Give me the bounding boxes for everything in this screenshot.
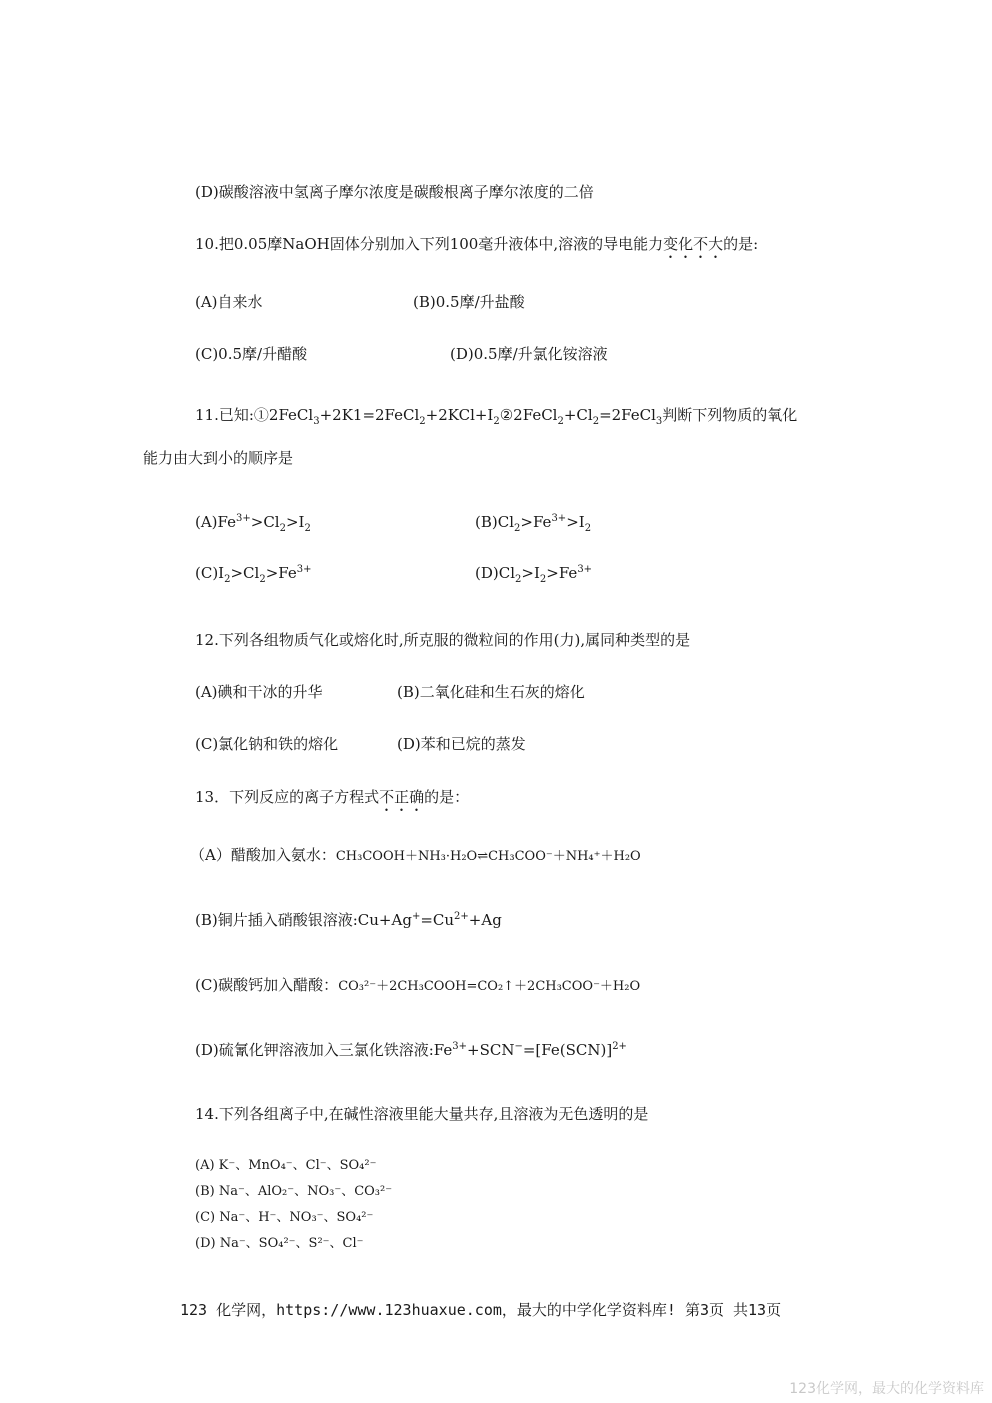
q11-option-b-text: >Fe xyxy=(520,513,552,531)
q11-option-d-text: (D)Cl xyxy=(475,564,516,582)
q13-option-a xyxy=(190,845,641,867)
q10-option-b: (B)0.5摩/升盐酸 xyxy=(413,293,525,311)
q14-option-d: (D) Na⁻、SO₄²⁻、S²⁻、Cl⁻ xyxy=(195,1236,364,1251)
q14-stem: 14.下列各组离子中,在碱性溶液里能大量共存,且溶液为无色透明的是 xyxy=(195,1105,649,1123)
q11-option-b xyxy=(475,512,591,532)
q11-option-a-sup: 3+ xyxy=(236,513,251,524)
q13-option-b-text: (B)铜片插入硝酸银溶液:Cu+Ag xyxy=(195,911,412,929)
q12-stem: 12.下列各组物质气化或熔化时,所克服的微粒间的作用(力),属同种类型的是 xyxy=(195,631,691,649)
q11-option-a-text: (A)Fe xyxy=(195,513,237,531)
q13-option-b-text: +Ag xyxy=(468,911,502,929)
q11-stem-part: +2KCl+I xyxy=(425,406,494,424)
q11-option-a-text: >I xyxy=(285,513,305,531)
q11-option-c-sup: 3+ xyxy=(296,564,312,575)
q10-stem-emphasis: 变化不大 xyxy=(663,235,724,253)
q13-option-d xyxy=(195,1040,627,1060)
q11-stem-part: 判断下列物质的氧化 xyxy=(662,406,798,424)
q10-option-c: (C)0.5摩/升醋酸 xyxy=(195,345,308,363)
q11-option-c-text: (C)I xyxy=(195,564,225,582)
page-footer: 123 化学网，https://www.123huaxue.com，最大的中学化学资料库! 第3页 共13页 xyxy=(180,1301,782,1319)
q12-option-a: (A)碘和干冰的升华 xyxy=(195,683,323,701)
watermark: 123化学网，最大的化学资料库 xyxy=(789,1381,984,1397)
q13-option-d-sup: 2+ xyxy=(612,1041,627,1052)
q11-stem xyxy=(195,405,797,425)
q14-option-b: (B) Na⁻、AlO₂⁻、NO₃⁻、CO₃²⁻ xyxy=(195,1184,393,1199)
q10-option-a: (A)自来水 xyxy=(195,293,263,311)
q11-option-a-sub: 2 xyxy=(279,523,286,534)
q13-stem-pre: 13．下列反应的离子方程式 xyxy=(195,788,380,806)
q13-option-d-text: (D)硫氰化钾溶液加入三氯化铁溶液:Fe xyxy=(195,1041,453,1059)
q11-option-c-text: >Fe xyxy=(265,564,297,582)
q13-option-d-sup: − xyxy=(514,1041,523,1052)
q11-stem-sub: 2 xyxy=(557,416,564,427)
q13-option-b xyxy=(195,910,502,930)
q14-option-c: (C) Na⁻、H⁻、NO₃⁻、SO₄²⁻ xyxy=(195,1210,374,1225)
q12-option-d: (D)苯和已烷的蒸发 xyxy=(397,735,526,753)
q11-option-b-text: (B)Cl xyxy=(475,513,515,531)
q11-stem-sub: 2 xyxy=(419,416,426,427)
q13-option-a-equation: CH₃COOH＋NH₃·H₂O⇌CH₃COO⁻＋NH₄⁺＋H₂O xyxy=(335,849,641,864)
q10-stem-post: 的是: xyxy=(723,235,759,253)
q11-option-d xyxy=(475,563,592,583)
q14-option-a: (A) K⁻、MnO₄⁻、Cl⁻、SO₄²⁻ xyxy=(195,1158,377,1173)
q12-option-c: (C)氯化钠和铁的熔化 xyxy=(195,735,339,753)
q13-option-d-text: =[Fe(SCN)] xyxy=(522,1041,613,1059)
q11-option-c xyxy=(195,563,312,583)
q11-option-a-text: >Cl xyxy=(250,513,280,531)
q13-option-b-sup: 2+ xyxy=(454,911,469,922)
q13-option-a-label: （A）醋酸加入氨水： xyxy=(190,846,336,864)
q13-option-d-text: +SCN xyxy=(467,1041,515,1059)
q11-option-d-sub: 2 xyxy=(539,574,547,585)
q13-option-c xyxy=(195,975,640,997)
q11-stem-part: ②2FeCl xyxy=(499,406,558,424)
q13-option-c-equation: CO₃²⁻＋2CH₃COOH=CO₂↑＋2CH₃COO⁻＋H₂O xyxy=(338,979,641,994)
q13-stem-post: 的是： xyxy=(424,788,470,806)
q11-stem-sub: 3 xyxy=(655,416,663,427)
q11-option-d-sup: 3+ xyxy=(577,564,593,575)
q9-option-d: (D)碳酸溶液中氢离子摩尔浓度是碳酸根离子摩尔浓度的二倍 xyxy=(195,183,594,201)
q12-option-b: (B)二氧化硅和生石灰的熔化 xyxy=(397,683,585,701)
q13-option-b-text: =Cu xyxy=(420,911,455,929)
q11-stem-part: +2K1=2FeCl xyxy=(319,406,420,424)
q13-stem-emphasis: 不正确 xyxy=(379,788,425,806)
q11-option-c-sub: 2 xyxy=(259,574,266,585)
q11-option-c-sub: 2 xyxy=(224,574,231,585)
q11-stem-sub: 2 xyxy=(592,416,600,427)
q11-stem-line2: 能力由大到小的顺序是 xyxy=(143,449,294,467)
q11-option-d-text: >Fe xyxy=(546,564,578,582)
q11-option-b-sub: 2 xyxy=(514,523,521,534)
q11-option-d-sub: 2 xyxy=(515,574,522,585)
q11-stem-part: 11.已知:①2FeCl xyxy=(195,406,314,424)
q11-stem-part: =2FeCl xyxy=(599,406,656,424)
q13-option-b-sup: + xyxy=(411,911,421,922)
q11-option-b-sub: 2 xyxy=(584,523,592,534)
q13-option-d-sup: 3+ xyxy=(452,1041,468,1052)
q11-option-c-text: >Cl xyxy=(230,564,260,582)
q11-option-a xyxy=(195,512,311,532)
q11-option-b-sup: 3+ xyxy=(551,513,567,524)
q11-option-b-text: >I xyxy=(566,513,585,531)
q11-option-a-sub: 2 xyxy=(304,523,311,534)
q10-option-d: (D)0.5摩/升氯化铵溶液 xyxy=(450,345,608,363)
q11-option-d-text: >I xyxy=(521,564,540,582)
q10-stem-pre: 10.把0.05摩NaOH固体分别加入下列100毫升液体中,溶液的导电能力 xyxy=(195,235,664,253)
q11-stem-part: +Cl xyxy=(563,406,593,424)
q10-stem xyxy=(195,234,758,262)
q11-stem-sub: 2 xyxy=(493,416,500,427)
q11-stem-sub: 3 xyxy=(313,416,320,427)
q13-stem xyxy=(195,787,469,815)
q13-option-c-label: (C)碳酸钙加入醋酸： xyxy=(195,976,339,994)
